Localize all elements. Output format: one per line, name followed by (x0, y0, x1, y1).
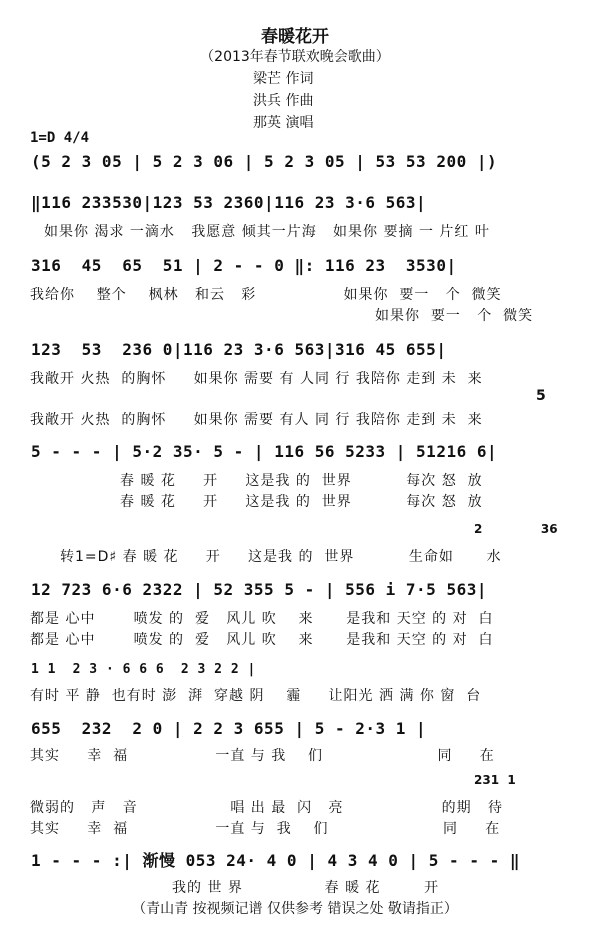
lyrics-line-6b: 都是 心中 喷发 的 爱 风儿 吹 来 是我和 天空 的 对 白 (30, 632, 494, 648)
alt-notes-mark: 2 36 (474, 522, 558, 536)
repeat-mark: 5 (536, 388, 546, 404)
transcriber-note: （青山青 按视频记谱 仅供参考 错误之处 敬请指正） (132, 901, 458, 917)
lyrics-line-2: 如果你 渴求 一滴水 我愿意 倾其一片海 如果你 要摘 一 片红 叶 (44, 224, 490, 240)
alt-notes-mark-2: 231 1 (474, 773, 516, 787)
modulation-lyrics: 转1=D♯ 春 暖 花 开 这是我 的 世界 生命如 水 (60, 549, 502, 565)
lyrics-line-9b: 其实 幸 福 一直 与 我 们 同 在 (30, 821, 501, 837)
notation-line-8: 655 232 2 0 | 2 2 3 655 | 5 - 2·3 1 | (31, 719, 427, 738)
notation-line-10: 1 - - - :| 渐慢 053 24· 4 0 | 4 3 4 0 | 5 - - - ‖ (31, 851, 520, 870)
lyrics-line-4b: 我敞开 火热 的胸怀 如果你 需要 有人 同 行 我陪你 走到 未 来 (30, 412, 483, 428)
notation-line-5: 5 - - - | 5·2 35· 5 - | 116 56 5233 | 51216 6| (31, 442, 498, 461)
key-signature: 1=D 4/4 (30, 130, 90, 146)
composer-credit: 洪兵 作曲 (253, 93, 314, 109)
lyrics-line-6a: 都是 心中 喷发 的 爱 风儿 吹 来 是我和 天空 的 对 白 (30, 611, 494, 627)
lyrics-line-5b: 春 暖 花 开 这是我 的 世界 每次 怒 放 (120, 494, 483, 510)
lyricist-credit: 梁芒 作词 (253, 71, 314, 87)
notation-line-4: 123 53 236 0|116 23 3·6 563|316 45 655| (31, 340, 447, 359)
lyrics-line-8: 其实 幸 福 一直 与 我 们 同 在 (30, 748, 495, 764)
lyrics-line-10: 我的 世 界 春 暖 花 开 (172, 880, 440, 896)
notation-line-6: 12 723 6·6 2322 | 52 355 5 - | 556 i 7·5 563| (31, 580, 487, 599)
notation-line-3: 316 45 65 51 | 2 - - 0 ‖: 116 23 3530| (31, 256, 457, 275)
song-subtitle: （2013年春节联欢晚会歌曲） (200, 49, 390, 65)
singer-credit: 那英 演唱 (253, 115, 314, 131)
lyrics-line-4a: 我敞开 火热 的胸怀 如果你 需要 有 人同 行 我陪你 走到 未 来 (30, 371, 483, 387)
notation-line-7: 1 1 2 3 · 6 6 6 2 3 2 2 | (31, 662, 256, 677)
notation-line-1: (5 2 3 05 | 5 2 3 06 | 5 2 3 05 | 53 53 200 |) (31, 152, 498, 171)
notation-line-2: ‖116 233530|123 53 2360|116 23 3·6 563| (31, 193, 427, 212)
lyrics-line-9a: 微弱的 声 音 唱 出 最 闪 亮 的期 待 (30, 800, 503, 816)
lyrics-line-3a: 我给你 整个 枫林 和云 彩 如果你 要一 个 微笑 (30, 287, 502, 303)
lyrics-line-7: 有时 平 静 也有时 澎 湃 穿越 阴 霾 让阳光 洒 满 你 窗 台 (30, 688, 482, 704)
song-title: 春暖花开 (261, 27, 329, 47)
lyrics-line-5a: 春 暖 花 开 这是我 的 世界 每次 怒 放 (120, 473, 483, 489)
lyrics-line-3b: 如果你 要一 个 微笑 (375, 308, 534, 324)
